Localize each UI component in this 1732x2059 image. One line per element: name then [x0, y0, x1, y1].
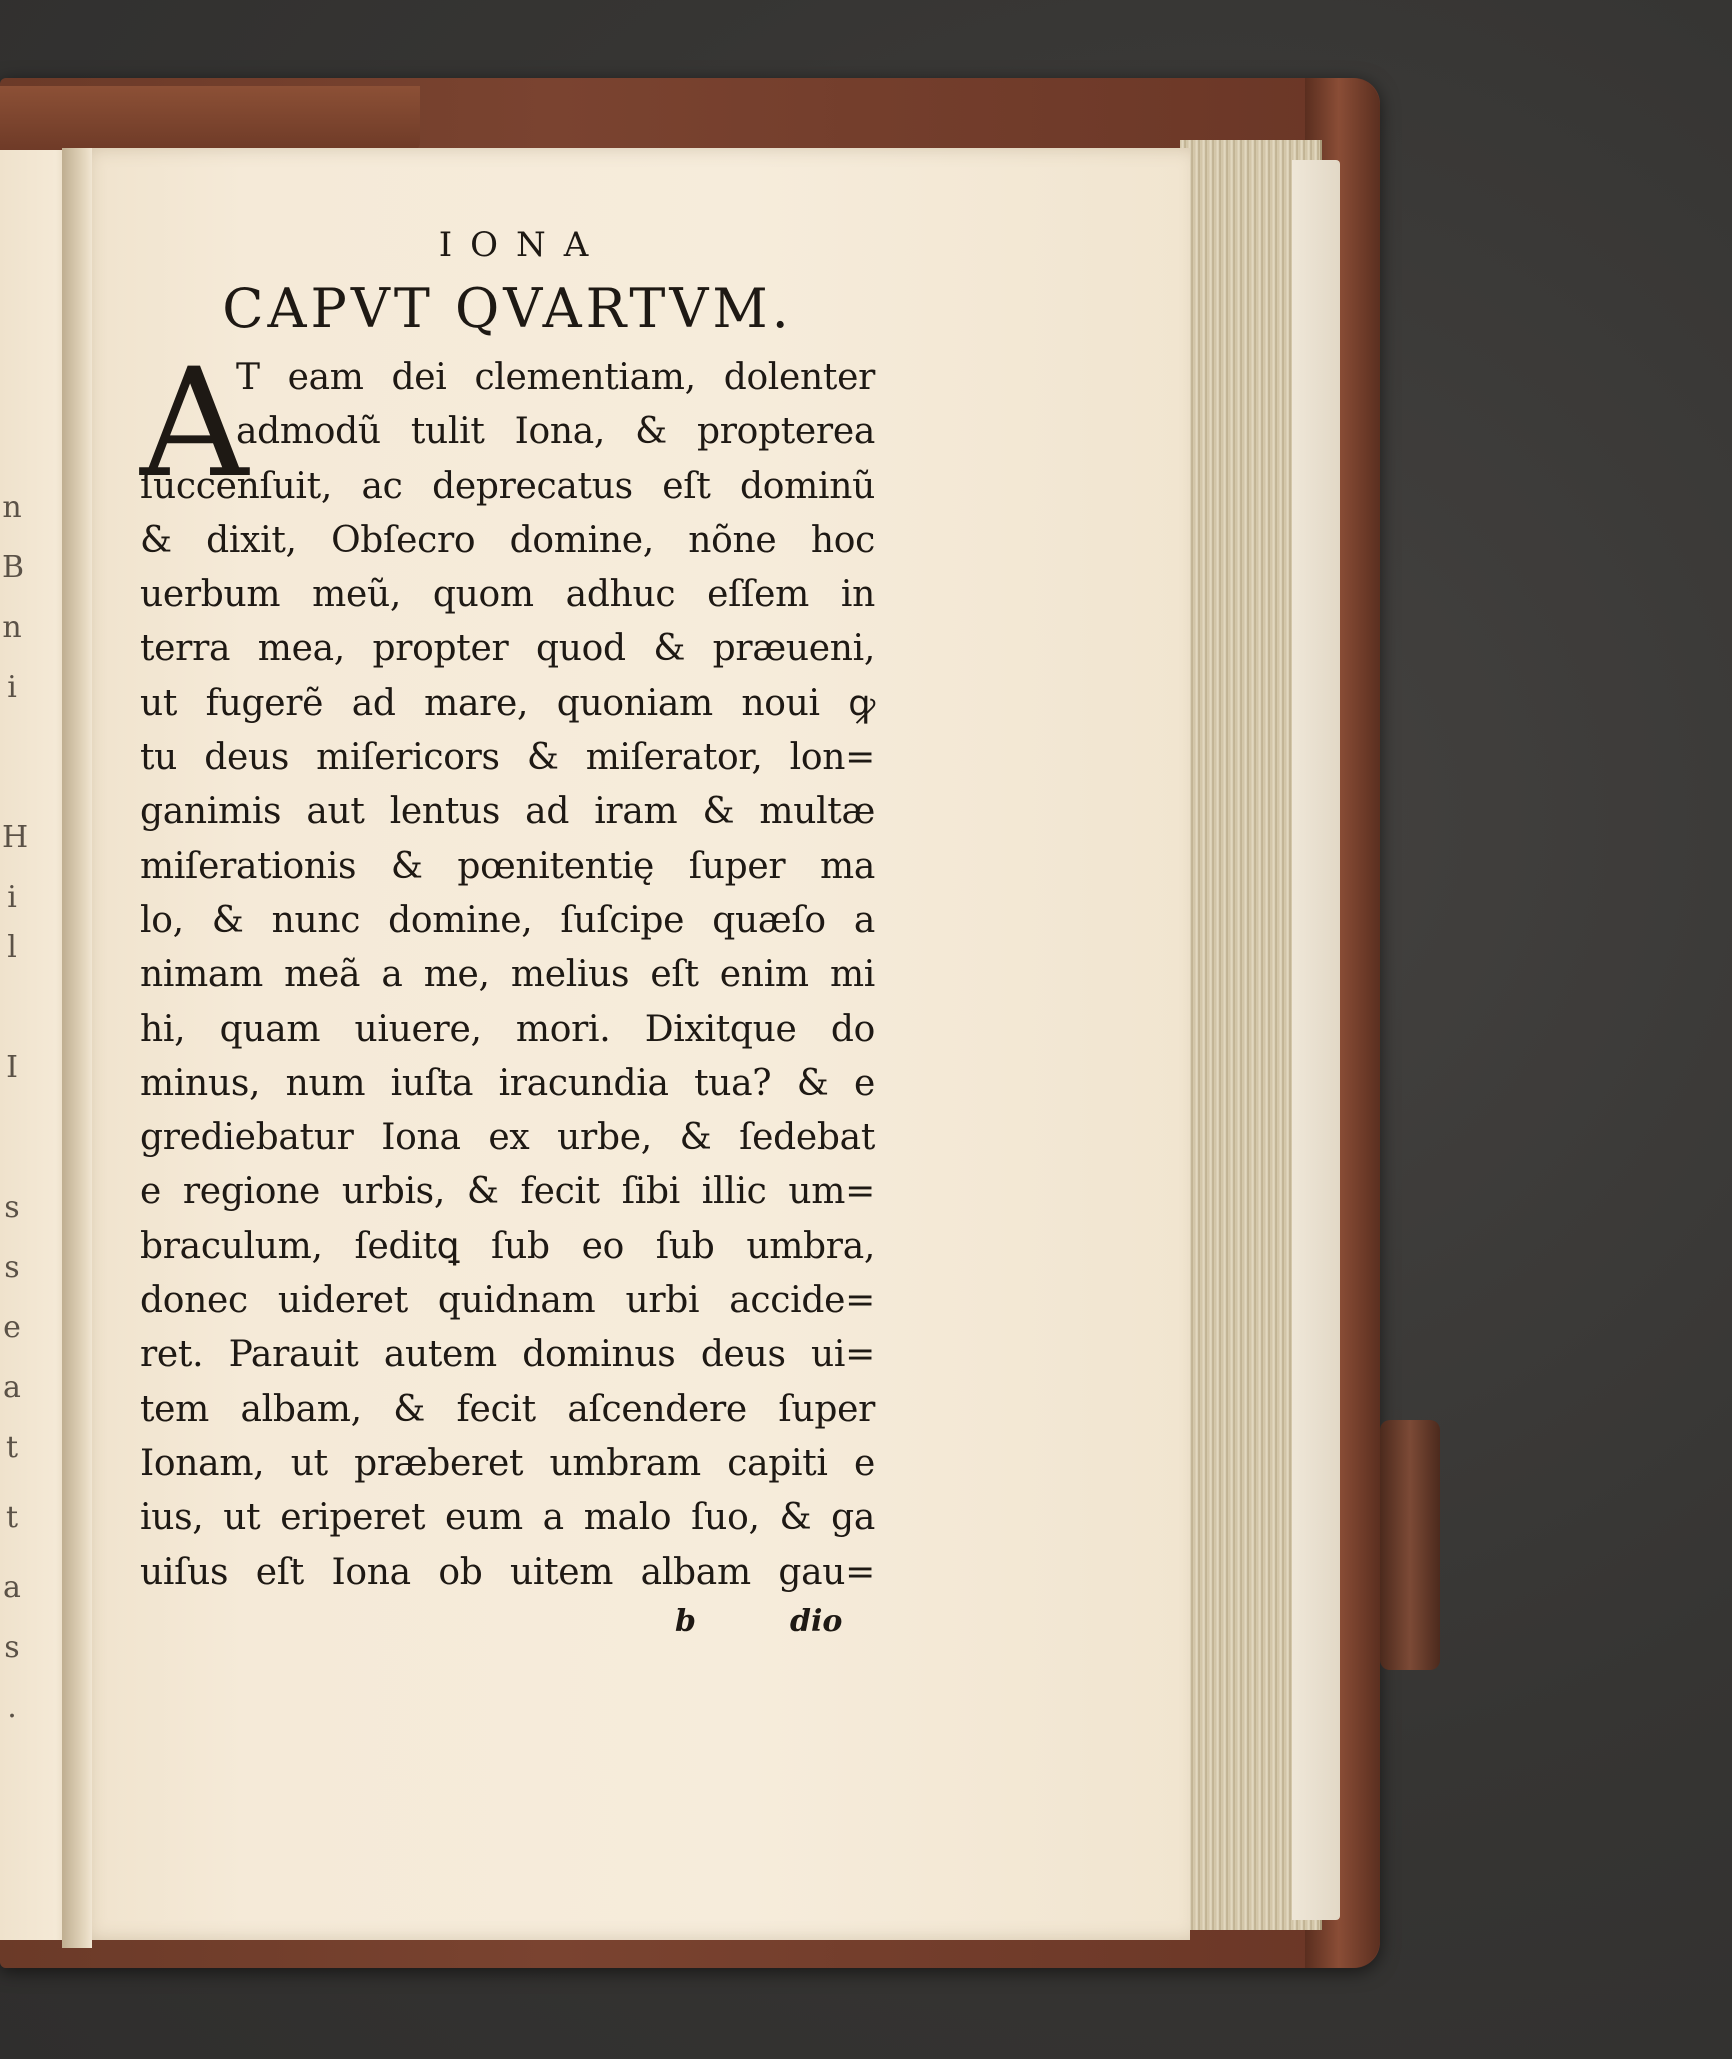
text-line: ut fugerẽ ad mare, quoniam noui ꝙ: [140, 682, 875, 724]
text-line: ret. Parauit autem dominus deus ui=: [140, 1334, 875, 1376]
end-leaves: [1292, 160, 1340, 1920]
drop-cap-initial: A: [140, 337, 249, 511]
text-line: hi, quam uiuere, mori. Dixitque do: [140, 1008, 875, 1050]
text-line: ganimis aut lentus ad iram & multæ: [140, 791, 875, 833]
fragment: I: [6, 1050, 18, 1085]
fragment: l: [7, 930, 17, 965]
catchword: dio: [790, 1603, 843, 1639]
text-line: miſerationis & pœnitentię ſuper ma: [140, 845, 875, 887]
spine-binding: [0, 86, 420, 152]
fragment: H: [2, 820, 29, 855]
text-line: braculum, ſeditꝗ ſub eo ſub umbra,: [140, 1225, 875, 1267]
text-line: lo, & nunc domine, ſuſcipe quæſo a: [140, 899, 875, 941]
fragment: s: [4, 1250, 20, 1285]
fragment: B: [2, 550, 25, 585]
fragment: s: [4, 1190, 20, 1225]
fragment: e: [3, 1310, 21, 1345]
body-text: [140, 337, 875, 1600]
running-head: IONA: [438, 225, 607, 265]
text-line: & dixit, Obſecro domine, nõne hoc: [140, 519, 875, 561]
fragment: n: [2, 490, 22, 525]
fragment: i: [7, 670, 17, 705]
text-line: terra mea, propter quod & præueni,: [140, 628, 875, 670]
text-line: ius, ut eriperet eum a malo ſuo, & ga: [140, 1497, 875, 1539]
text-line: uerbum meũ, quom adhuc eſſem in: [140, 574, 875, 616]
fragment: s: [4, 1630, 20, 1665]
clasp-tie: [1380, 1420, 1440, 1670]
text-line: minus, num iuſta iracundia tua? & e: [140, 1062, 875, 1104]
fragment: i: [7, 880, 17, 915]
text-line: ſuccenſuit, ac deprecatus eſt dominũ: [140, 465, 875, 507]
text-line: uiſus eſt Iona ob uitem albam gau=: [140, 1551, 875, 1593]
text-line: T eam dei clementiam, dolenter: [236, 357, 875, 398]
text-line: Ionam, ut præberet umbram capiti e: [140, 1442, 875, 1484]
fragment: a: [3, 1370, 21, 1405]
fragment: n: [2, 610, 22, 645]
fragment: t: [5, 1500, 19, 1535]
page-footer: [140, 1604, 875, 1654]
fragment: t: [5, 1430, 19, 1465]
text-line: nimam meã a me, melius eſt enim mi: [140, 954, 875, 996]
text-line: admodũ tulit Iona, & propterea: [236, 411, 875, 453]
page-text-block: [140, 225, 875, 1654]
text-line: e regione urbis, & fecit ſibi illic um=: [140, 1171, 875, 1213]
gutter-shadow: [62, 148, 92, 1948]
text-line: donec uideret quidnam urbi accide=: [140, 1280, 875, 1322]
text-line: tu deus miſericors & miſerator, lon=: [140, 737, 875, 779]
signature-mark: b: [675, 1603, 696, 1639]
chapter-heading: CAPVT QVARTVM.: [222, 277, 793, 340]
text-line: grediebatur Iona ex urbe, & ſedebat: [140, 1117, 875, 1159]
fragment: a: [3, 1570, 21, 1605]
fragment: .: [7, 1690, 17, 1725]
text-line: tem albam, & fecit aſcendere ſuper: [140, 1388, 875, 1430]
